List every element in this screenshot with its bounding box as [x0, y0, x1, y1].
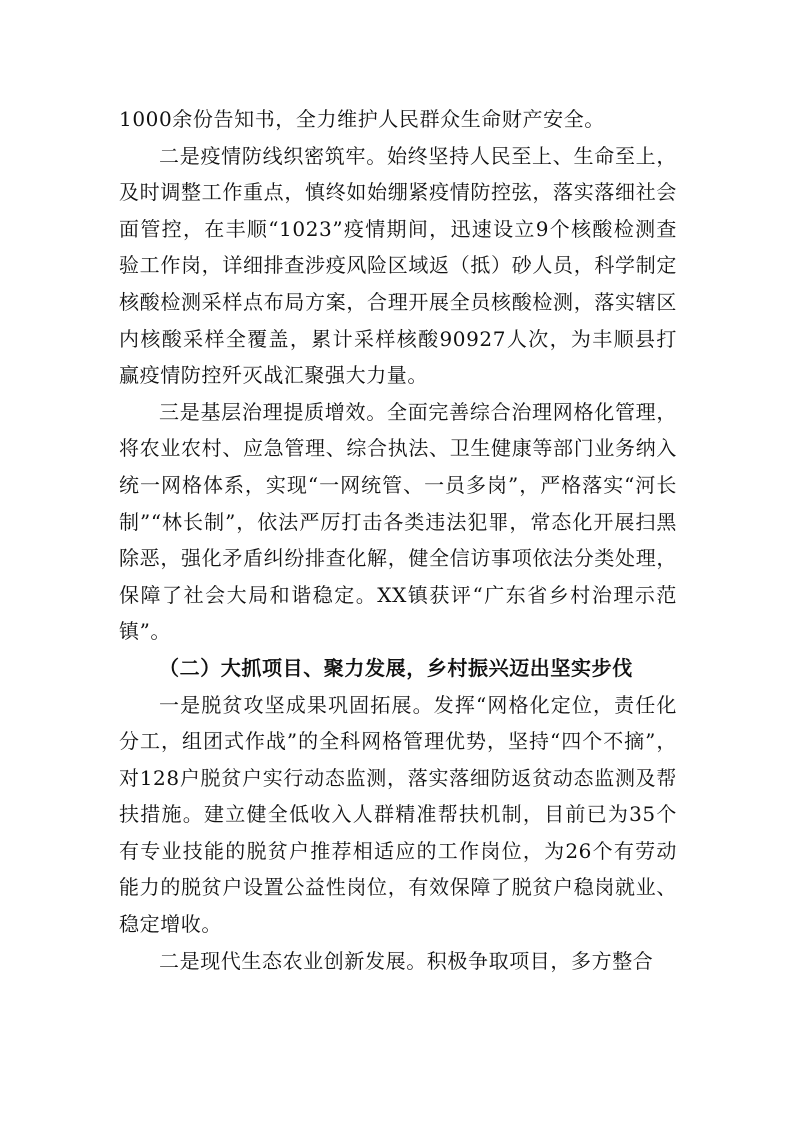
paragraph-ecological-agriculture: 二是现代生态农业创新发展。积极争取项目，多方整合 — [159, 948, 654, 973]
paragraph-poverty-alleviation: 一是脱贫攻坚成果巩固拓展。发挥“网格化定位，责任化分工，组团式作战”的全科网格管理优势，坚持“四个不摘”，对128户脱贫户实行动态监测，落实落细防返贫动态监测及帮扶措施。建立健全低收入人群精准帮扶机制，目前已为35个有专业技能的脱贫户推荐相适应的工作岗位，为26个有劳动能力的脱贫户设置公益性岗位，有效保障了脱贫户稳岗就业、稳定增收。 — [119, 692, 677, 937]
section-heading-rural-revitalization: （二）大抓项目、聚力发展，乡村振兴迈出坚实步伐 — [159, 655, 633, 680]
paragraph-continuation: 1000余份告知书，全力维护人民群众生命财产安全。 — [119, 107, 605, 131]
document-body — [119, 101, 677, 979]
paragraph-grassroots-governance: 三是基层治理提质增效。全面完善综合治理网格化管理，将农业农村、应急管理、综合执法、卫生健康等部门业务纳入统一网格体系，实现“一网统管、一员多岗”，严格落实“河长制”“林长制”，依法严厉打击各类违法犯罪，常态化开展扫黑除恶，强化矛盾纠纷排查化解，健全信访事项依法分类处理，保障了社会大局和谐稳定。XX镇获评“广东省乡村治理示范镇”。 — [119, 399, 677, 644]
paragraph-epidemic-prevention: 二是疫情防线织密筑牢。始终坚持人民至上、生命至上，及时调整工作重点，慎终如始绷紧疫情防控弦，落实落细社会面管控，在丰顺“1023”疫情期间，迅速设立9个核酸检测查验工作岗，详细排查涉疫风险区域返（抵）砂人员，科学制定核酸检测采样点布局方案，合理开展全员核酸检测，落实辖区内核酸采样全覆盖，累计采样核酸90927人次，为丰顺县打赢疫情防控歼灭战汇聚强大力量。 — [119, 143, 677, 388]
